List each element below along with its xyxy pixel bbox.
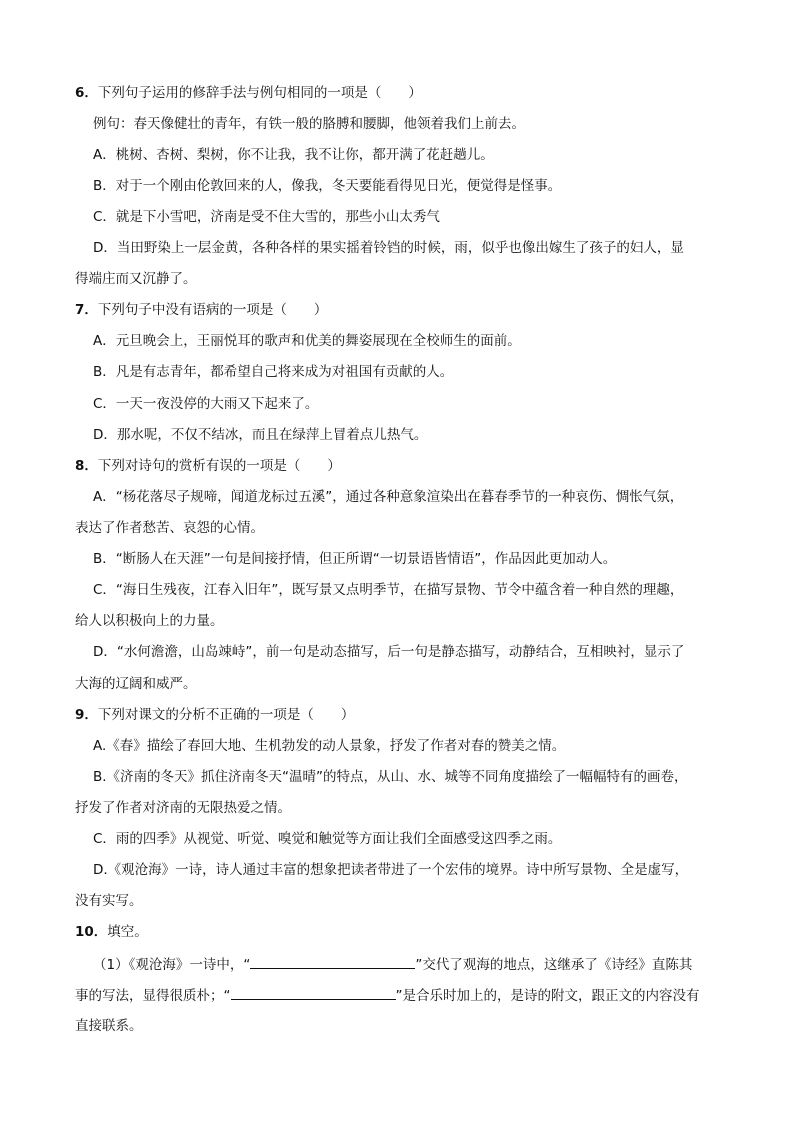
- question-text: 下列对诗句的赏析有误的一项是（ ）: [97, 458, 341, 474]
- question-6-option-d-cont: 得端庄而又沉静了。: [75, 271, 197, 287]
- question-9-stem: [75, 705, 755, 725]
- question-6-option-c: C．就是下小雪吧，济南是受不住大雪的，那些小山太秀气: [93, 209, 440, 225]
- question-6-example: 例句：春天像健壮的青年，有铁一般的胳膊和腰脚，他领着我们上前去。: [93, 116, 525, 132]
- question-9-option-d: D.《观沧海》一诗，诗人通过丰富的想象把读者带进了一个宏伟的境界。诗中所写景物、全是虚写，: [93, 862, 689, 878]
- question-text: 下列对课文的分析不正确的一项是（ ）: [97, 707, 355, 723]
- question-9-option-a: A.《春》描绘了春回大地、生机勃发的动人景象，抒发了作者对春的赞美之情。: [93, 738, 566, 754]
- fill-text: 事的写法，显得很质朴；“: [75, 988, 231, 1004]
- question-number: 9．: [75, 707, 98, 723]
- question-7-option-d: D．那水呢，不仅不结冰，而且在绿萍上冒着点儿热气。: [93, 427, 428, 443]
- fill-text: ”交代了观海的地点，这继承了《诗经》直陈其: [415, 957, 693, 973]
- question-6-option-a: A．桃树、杏树、梨树，你不让我，我不让你，都开满了花赶趟儿。: [93, 147, 494, 163]
- question-10-stem: [75, 922, 755, 942]
- question-8-option-d-cont: 大海的辽阔和威严。: [75, 676, 197, 692]
- question-number: 10．: [75, 924, 108, 940]
- question-text: 下列句子运用的修辞手法与例句相同的一项是（ ）: [97, 85, 422, 101]
- question-number: 7．: [75, 302, 98, 318]
- question-9-option-b-cont: 抒发了作者对济南的无限热爱之情。: [75, 800, 291, 816]
- answer-blank-1[interactable]: [250, 954, 415, 969]
- question-7-stem: [75, 300, 755, 320]
- question-7-option-a: A．元旦晚会上，王丽悦耳的歌声和优美的舞姿展现在全校师生的面前。: [93, 333, 521, 349]
- question-text: 下列句子中没有语病的一项是（ ）: [97, 302, 328, 318]
- question-9-option-d-cont: 没有实写。: [75, 893, 143, 909]
- question-7-option-c: C．一天一夜没停的大雨又下起来了。: [93, 396, 319, 412]
- question-10-part-1-end: 直接联系。: [75, 1018, 143, 1034]
- question-number: 8．: [75, 458, 98, 474]
- question-9-option-c: C．雨的四季》从视觉、听觉、嗅觉和触觉等方面让我们全面感受这四季之雨。: [93, 831, 562, 847]
- question-6-stem: [75, 83, 755, 103]
- question-10-part-1-cont: [75, 985, 755, 1006]
- question-7-option-b: B．凡是有志青年，都希望自己将来成为对祖国有贡献的人。: [93, 364, 454, 380]
- fill-text: （1）《观沧海》一诗中，“: [93, 957, 251, 973]
- question-text: 填空。: [107, 924, 148, 940]
- question-8-option-a: A．“杨花落尽子规啼，闻道龙标过五溪”，通过各种意象渲染出在暮春季节的一种哀伤、惆怅气氛，: [93, 489, 684, 505]
- answer-blank-2[interactable]: [231, 985, 396, 1000]
- question-6-option-d: D．当田野染上一层金黄，各种各样的果实摇着铃铛的时候，雨，似乎也像出嫁生了孩子的妇人，显: [93, 240, 684, 256]
- question-8-stem: [75, 456, 755, 476]
- question-6-option-b: B．对于一个刚由伦敦回来的人，像我，冬天要能看得见日光，便觉得是怪事。: [93, 178, 562, 194]
- question-8-option-d: D．“水何澹澹，山岛竦峙”，前一句是动态描写，后一句是静态描写，动静结合，互相映衬，显示了: [93, 644, 685, 660]
- question-number: 6．: [75, 85, 98, 101]
- question-8-option-b: B．“断肠人在天涯”一句是间接抒情，但正所谓“一切景语皆情语”，作品因此更加动人。: [93, 551, 617, 567]
- question-8-option-a-cont: 表达了作者愁苦、哀怨的心情。: [75, 520, 264, 536]
- question-8-option-c: C．“海日生残夜，江春入旧年”，既写景又点明季节，在描写景物、节令中蕴含着一种自然的理趣，: [93, 582, 684, 598]
- question-8-option-c-cont: 给人以积极向上的力量。: [75, 613, 224, 629]
- question-9-option-b: B.《济南的冬天》抓住济南冬天“温晴”的特点，从山、水、城等不同角度描绘了一幅幅特有的画卷，: [93, 769, 688, 785]
- question-10-part-1: [93, 954, 773, 975]
- fill-text: ”是合乐时加上的，是诗的附文，跟正文的内容没有: [395, 988, 700, 1004]
